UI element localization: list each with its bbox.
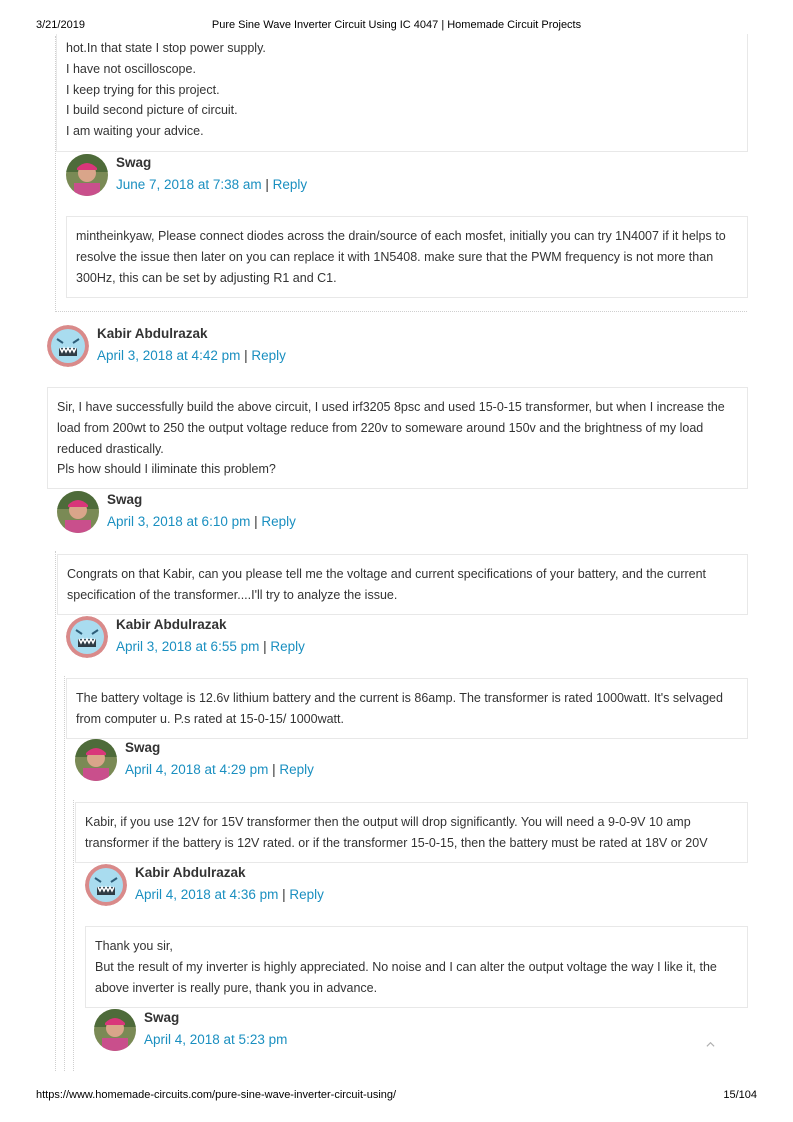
separator: | <box>263 639 271 654</box>
comment-line: resolve the issue then later on you can replace it with 1N5408. make sure that the PWM frequency is not more than <box>76 249 714 264</box>
comment-line: I have not oscilloscope. <box>66 61 196 76</box>
comment-line: The battery voltage is 12.6v lithium battery and the current is 86amp. The transformer is rated 1000watt. It's selvaged <box>76 691 723 705</box>
comment-header <box>94 1009 494 1057</box>
comment-line: Pls how should I iliminate this problem? <box>57 462 276 477</box>
comment-header <box>75 739 475 787</box>
comment-header <box>47 325 447 373</box>
monster-avatar <box>47 325 89 367</box>
comment-date-link[interactable]: April 3, 2018 at 6:55 pm <box>116 639 260 654</box>
comment-header <box>66 616 466 664</box>
reply-link[interactable]: Reply <box>251 348 286 363</box>
print-url: https://www.homemade-circuits.com/pure-sine-wave-inverter-circuit-using/ <box>36 1089 397 1101</box>
chevron-up-icon[interactable] <box>706 1036 715 1045</box>
comment-body <box>75 802 748 863</box>
comment-header <box>57 491 457 539</box>
monster-avatar <box>66 616 108 658</box>
comment-meta <box>116 639 305 654</box>
thread-line <box>64 676 65 1071</box>
comment-line: hot.In that state I stop power supply. <box>66 41 266 55</box>
person-photo-avatar <box>75 739 117 781</box>
comment-date-link[interactable]: April 3, 2018 at 6:10 pm <box>107 514 251 529</box>
comment-line: specification of the transformer....I'll try to analyze the issue. <box>67 587 398 602</box>
comment-author: Kabir Abdulrazak <box>116 617 227 632</box>
person-photo-avatar <box>57 491 99 533</box>
separator: | <box>272 762 280 777</box>
comment-line: reduced drastically. <box>57 441 164 456</box>
comment-line: Thank you sir, <box>95 939 173 953</box>
thread-line <box>55 551 56 1071</box>
comment-line: mintheinkyaw, Please connect diodes across the drain/source of each mosfet, initially you can try 1N4007 if it helps to <box>76 229 726 243</box>
comment-body <box>66 678 748 739</box>
comment-line: But the result of my inverter is highly appreciated. No noise and I can alter the output voltage the way I like it, the <box>95 959 717 974</box>
comment-line: Sir, I have successfully build the above circuit, I used irf3205 8psc and used 15-0-15 transformer, but when I increase the <box>57 400 725 414</box>
comment-date-link[interactable]: April 4, 2018 at 4:36 pm <box>135 887 279 902</box>
comment-author: Kabir Abdulrazak <box>135 865 246 880</box>
reply-link[interactable]: Reply <box>270 639 305 654</box>
comment-body <box>66 216 748 298</box>
separator: | <box>282 887 290 902</box>
comment-line: Kabir, if you use 12V for 15V transformer then the output will drop significantly. You will need a 9-0-9V 10 amp <box>85 815 691 829</box>
comment-meta <box>97 348 286 363</box>
comment-author: Kabir Abdulrazak <box>97 326 208 341</box>
comment-author: Swag <box>116 155 152 170</box>
comment-meta <box>116 177 307 192</box>
comment-header <box>66 154 466 202</box>
comment-header <box>85 864 485 912</box>
comment-line: 300Hz, this can be set by adjusting R1 and C1. <box>76 270 337 285</box>
comment-date-link[interactable]: June 7, 2018 at 7:38 am <box>116 177 262 192</box>
comment-date-link[interactable]: April 4, 2018 at 4:29 pm <box>125 762 269 777</box>
comment-body <box>56 34 748 152</box>
separator: | <box>254 514 262 529</box>
separator: | <box>244 348 252 363</box>
comment-meta <box>107 514 296 529</box>
comment-line: above inverter is really pure, thank you in advance. <box>95 980 378 995</box>
thread-divider <box>55 311 747 312</box>
comment-line: from computer u. P.s rated at 15-0-15/ 1000watt. <box>76 711 344 726</box>
comment-line: I keep trying for this project. <box>66 82 220 97</box>
person-photo-avatar <box>94 1009 136 1051</box>
reply-link[interactable]: Reply <box>272 177 308 192</box>
separator: | <box>265 177 273 192</box>
comment-meta <box>135 887 324 902</box>
comment-author: Swag <box>107 492 143 507</box>
comment-line: I build second picture of circuit. <box>66 103 238 118</box>
comment-author: Swag <box>144 1010 180 1025</box>
comment-meta <box>125 762 314 777</box>
print-date: 3/21/2019 <box>36 19 85 31</box>
reply-link[interactable]: Reply <box>261 514 296 529</box>
reply-link[interactable]: Reply <box>289 887 324 902</box>
comment-line: load from 200wt to 250 the output voltage reduce from 220v to someware around 150v and the brightness of my load <box>57 420 704 435</box>
reply-link[interactable]: Reply <box>279 762 314 777</box>
comment-line: I am waiting your advice. <box>66 124 204 139</box>
comment-body <box>85 926 748 1008</box>
comment-line: transformer if the battery is 12V rated. or if the transformer 15-0-15, then the battery must be rated at 18V or 20V <box>85 835 708 850</box>
comment-line: Congrats on that Kabir, can you please tell me the voltage and current specifications of your battery, and the current <box>67 567 707 581</box>
comment-date-link[interactable]: April 4, 2018 at 5:23 pm <box>144 1032 288 1047</box>
comment-meta <box>144 1032 287 1047</box>
person-photo-avatar <box>66 154 108 196</box>
comment-body <box>47 387 748 489</box>
comment-body <box>57 554 748 615</box>
comment-date-link[interactable]: April 3, 2018 at 4:42 pm <box>97 348 241 363</box>
print-page-number: 15/104 <box>723 1089 757 1101</box>
comment-author: Swag <box>125 740 161 755</box>
monster-avatar <box>85 864 127 906</box>
thread-line <box>73 800 74 1071</box>
print-title: Pure Sine Wave Inverter Circuit Using IC 4047 | Homemade Circuit Projects <box>211 19 582 31</box>
